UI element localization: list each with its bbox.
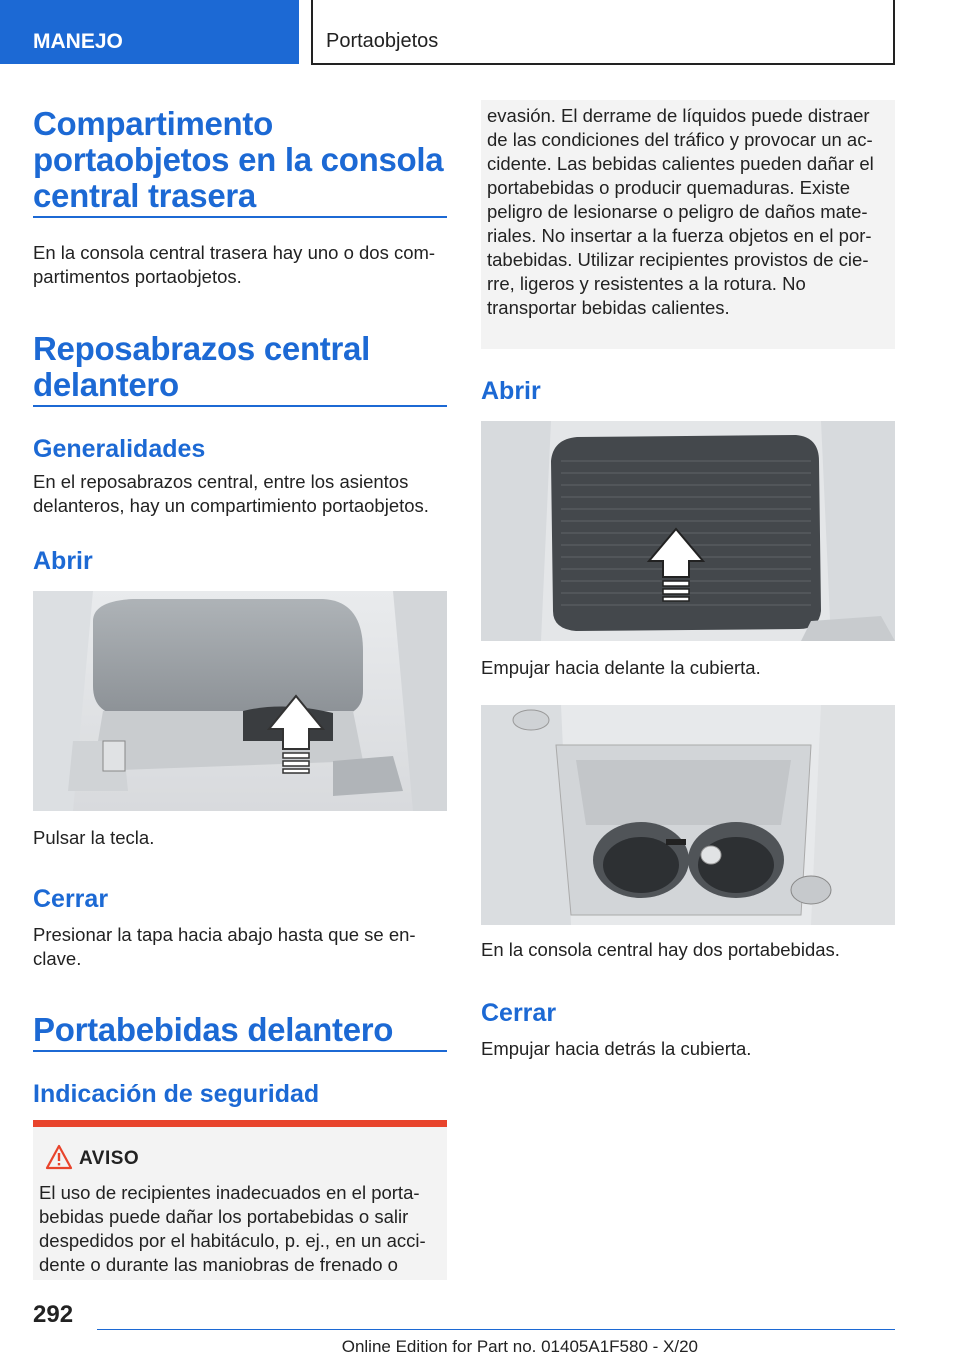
cupholders-photo xyxy=(481,705,895,925)
warning-text: El uso de recipientes inadecuados en el porta-bebidas puede dañar los portabebidas o salir despedidos por el habitáculo, p. ej., en un acci-dente o durante las maniobras de frenado o xyxy=(39,1182,426,1275)
caption-cupholders: En la consola central hay dos portabebidas. xyxy=(481,939,840,960)
paragraph-close-cupholder: Empujar hacia detrás la cubierta. xyxy=(481,1038,752,1059)
footer-rule xyxy=(97,1329,895,1330)
section-tab[interactable]: MANEJO xyxy=(0,0,299,64)
header-underline xyxy=(311,63,895,65)
warning-box-continued xyxy=(481,100,895,349)
warning-text-continued: evasión. El derrame de líquidos puede distraer de las condiciones del tráfico y provocar un ac-cidente. Las bebidas calientes pueden dañar el portabebidas o producir quemaduras. Existe peligro de lesionarse o peligro de daños mate-riales. No insertar a la fuerza objetos en el por-tabebidas. Utilizar recipientes provistos de cie-rre, ligeros y resistentes a la rotura. No transportar bebidas calientes. xyxy=(487,105,874,318)
warning-label: AVISO xyxy=(79,1148,140,1169)
heading-rear-console: Compartimento portaobjetos en la consola central trasera xyxy=(33,105,444,214)
warning-box xyxy=(33,1120,447,1280)
paragraph-close-armrest: Presionar la tapa hacia abajo hasta que se en-clave. xyxy=(33,924,416,969)
subheading-open-cupholder: Abrir xyxy=(481,377,541,405)
subheading-close-armrest: Cerrar xyxy=(33,885,109,913)
page-number: 292 xyxy=(33,1301,74,1328)
subheading-open-armrest: Abrir xyxy=(33,547,93,575)
header-divider xyxy=(311,0,313,64)
heading-rule xyxy=(33,1050,447,1052)
header-divider-right xyxy=(893,0,895,64)
warning-triangle-icon xyxy=(45,1144,73,1170)
paragraph-rear-console: En la consola central trasera hay uno o dos com-partimentos portaobjetos. xyxy=(33,242,436,287)
caption-open-armrest: Pulsar la tecla. xyxy=(33,827,155,848)
subheading-general: Generalidades xyxy=(33,435,206,463)
heading-cupholder: Portabebidas delantero xyxy=(33,1011,394,1048)
chapter-title: Portaobjetos xyxy=(326,30,439,52)
subheading-safety: Indicación de seguridad xyxy=(33,1080,320,1108)
heading-rule xyxy=(33,216,447,218)
subheading-close-cupholder: Cerrar xyxy=(481,999,557,1027)
paragraph-general: En el reposabrazos central, entre los asientos delanteros, hay un compartimiento portaobjetos. xyxy=(33,471,429,516)
warning-bar xyxy=(33,1120,447,1127)
caption-open-cupholder: Empujar hacia delante la cubierta. xyxy=(481,657,761,678)
footer-edition: Online Edition for Part no. 01405A1F580 - X/20 xyxy=(341,1337,698,1356)
heading-rule xyxy=(33,405,447,407)
cupholder-cover-photo xyxy=(481,421,895,641)
armrest-photo xyxy=(33,591,447,811)
heading-armrest: Reposabrazos central delantero xyxy=(33,330,370,403)
